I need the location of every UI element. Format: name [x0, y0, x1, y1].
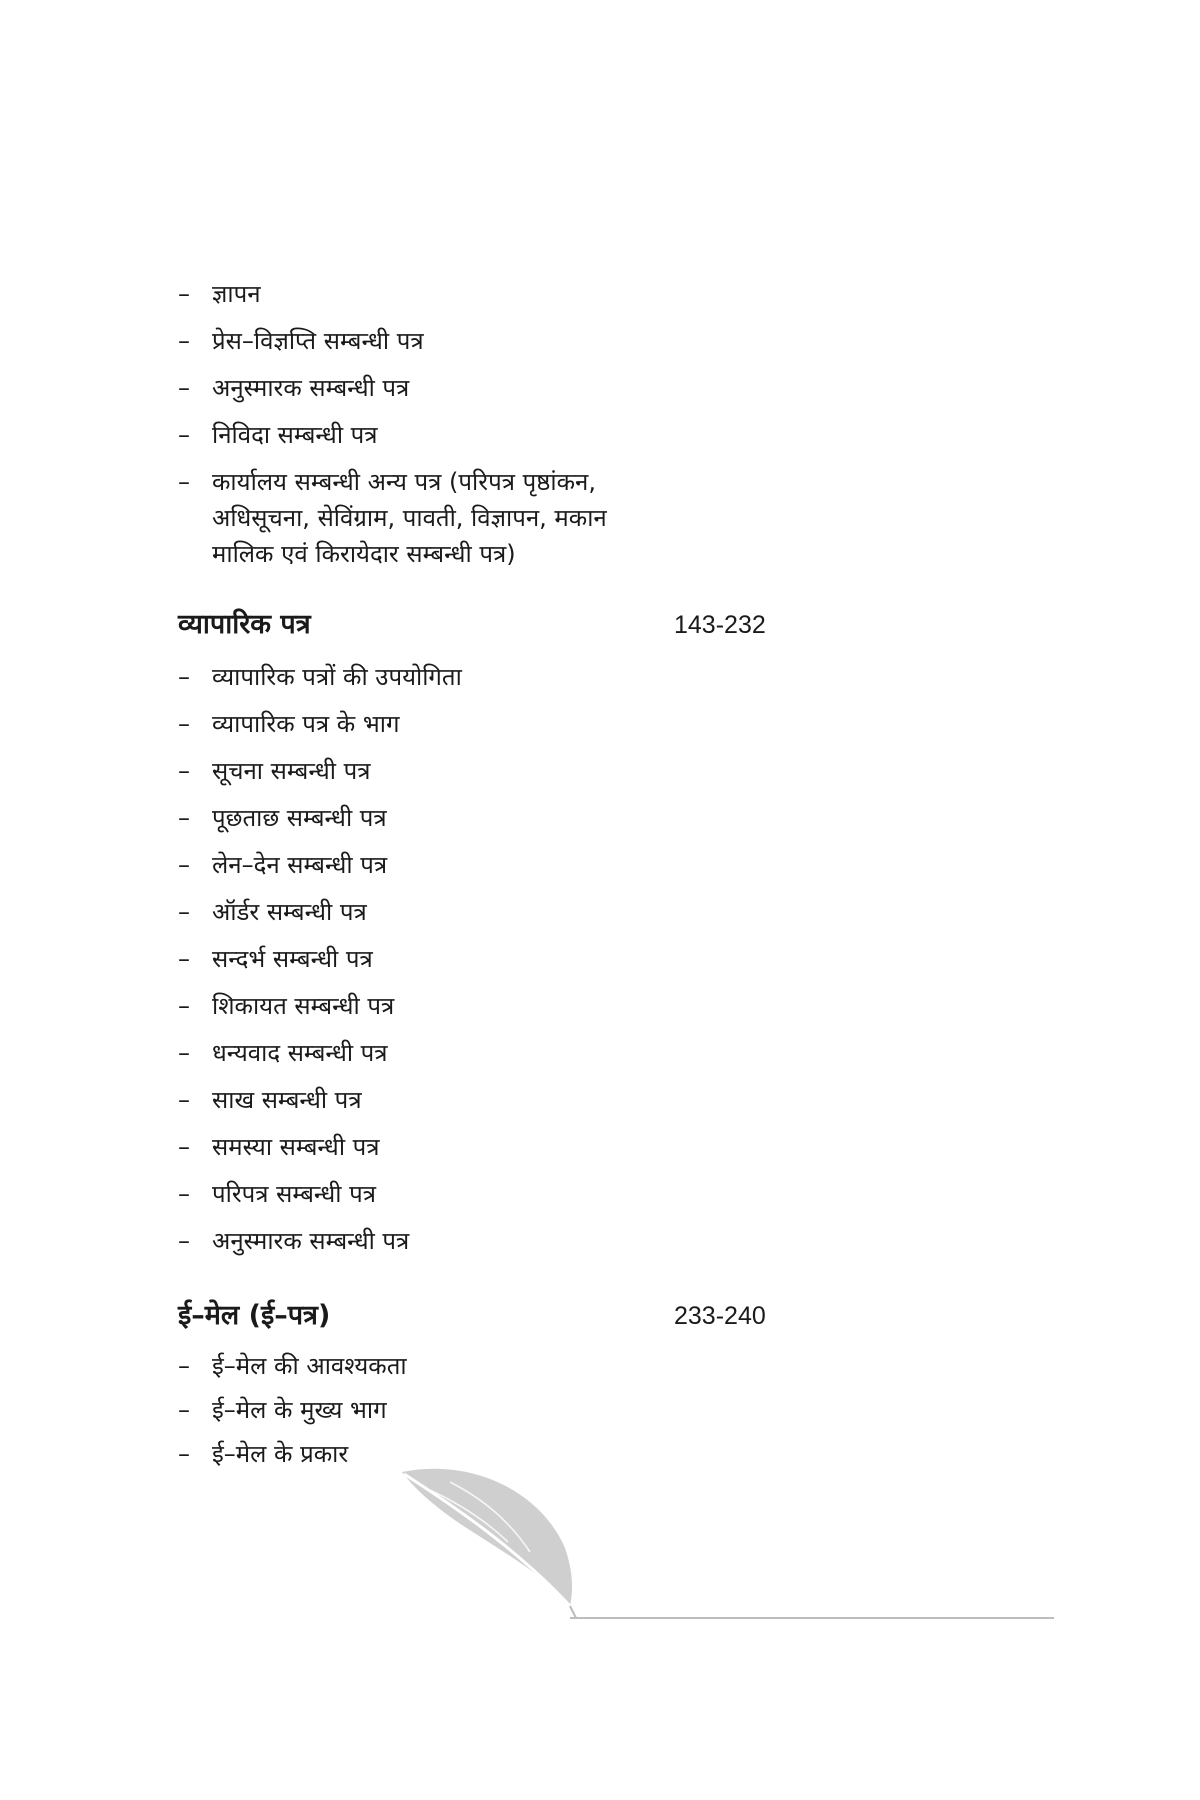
list-item: [178, 1436, 348, 1472]
item-text: व्यापारिक पत्र के भाग: [212, 710, 400, 738]
dash: –: [178, 663, 190, 691]
list-item: [178, 894, 367, 930]
dash: –: [178, 1180, 190, 1208]
dash: –: [178, 804, 190, 832]
dash: –: [178, 851, 190, 879]
item-text: ई–मेल की आवश्यकता: [212, 1352, 407, 1380]
section-page-range: 143-232: [674, 611, 766, 639]
item-text-line: कार्यालय सम्बन्धी अन्य पत्र (परिपत्र पृष्ठांकन,: [212, 468, 596, 496]
item-text: ज्ञापन: [212, 280, 261, 308]
item-text: शिकायत सम्बन्धी पत्र: [212, 992, 395, 1020]
list-item: [178, 370, 409, 406]
item-text: साख सम्बन्धी पत्र: [212, 1086, 362, 1114]
list-item: [178, 800, 387, 836]
dash: –: [178, 945, 190, 973]
item-text: धन्यवाद सम्बन्धी पत्र: [212, 1039, 388, 1067]
dash: –: [178, 710, 190, 738]
item-text: पूछताछ सम्बन्धी पत्र: [212, 804, 387, 832]
item-text: सूचना सम्बन्धी पत्र: [212, 757, 371, 785]
item-text: लेन–देन सम्बन्धी पत्र: [212, 851, 388, 879]
dash: –: [178, 1086, 190, 1114]
dash: –: [178, 1227, 190, 1255]
feather-quill-icon: [390, 1460, 1070, 1620]
list-item: [178, 659, 462, 695]
item-text: ऑर्डर सम्बन्धी पत्र: [212, 898, 367, 926]
dash: –: [178, 757, 190, 785]
item-text: ई–मेल के प्रकार: [212, 1440, 349, 1468]
list-item: [178, 276, 261, 312]
section-title: ई–मेल (ई–पत्र): [178, 1300, 331, 1331]
item-text: प्रेस–विज्ञप्ति सम्बन्धी पत्र: [212, 327, 424, 355]
list-item: [178, 323, 424, 359]
list-item: [178, 1392, 387, 1428]
dash: –: [178, 1440, 190, 1468]
list-item: [178, 1035, 388, 1071]
list-item: [178, 988, 394, 1024]
list-item: [178, 941, 373, 977]
dash: –: [178, 1133, 190, 1161]
dash: –: [178, 468, 190, 496]
item-text: ई–मेल के मुख्य भाग: [212, 1396, 387, 1424]
dash: –: [178, 280, 190, 308]
list-item: [178, 847, 387, 883]
list-item: [178, 706, 399, 742]
list-item: [178, 1176, 376, 1212]
item-text-line: अधिसूचना, सेविंग्राम, पावती, विज्ञापन, मकान: [212, 504, 607, 532]
item-text: निविदा सम्बन्धी पत्र: [212, 421, 378, 449]
item-text-line: मालिक एवं किरायेदार सम्बन्धी पत्र): [212, 540, 516, 568]
dash: –: [178, 898, 190, 926]
list-item: [178, 1223, 409, 1259]
dash: –: [178, 1396, 190, 1424]
dash: –: [178, 421, 190, 449]
section-title: व्यापारिक पत्र: [178, 609, 311, 640]
item-text: समस्या सम्बन्धी पत्र: [212, 1133, 380, 1161]
dash: –: [178, 374, 190, 402]
dash: –: [178, 1352, 190, 1380]
item-text: सन्दर्भ सम्बन्धी पत्र: [212, 945, 373, 973]
dash: –: [178, 992, 190, 1020]
dash: –: [178, 327, 190, 355]
list-item: [178, 1129, 380, 1165]
list-item: [178, 753, 371, 789]
item-text: परिपत्र सम्बन्धी पत्र: [212, 1180, 377, 1208]
item-text: व्यापारिक पत्रों की उपयोगिता: [212, 663, 462, 691]
item-text: अनुस्मारक सम्बन्धी पत्र: [212, 1227, 410, 1255]
list-item-office-letters: [178, 464, 698, 572]
section-page-range: 233-240: [674, 1302, 766, 1330]
dash: –: [178, 1039, 190, 1067]
item-text: अनुस्मारक सम्बन्धी पत्र: [212, 374, 410, 402]
list-item: [178, 1348, 407, 1384]
list-item: [178, 417, 378, 453]
list-item: [178, 1082, 362, 1118]
